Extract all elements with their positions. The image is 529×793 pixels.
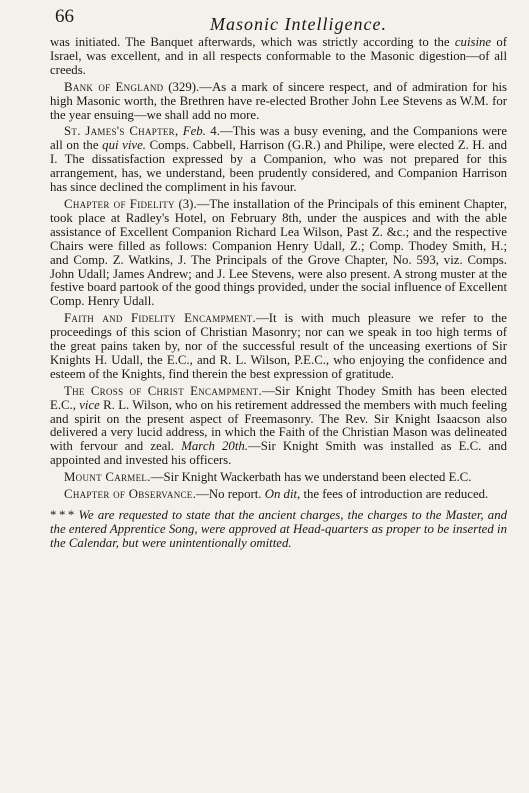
section-heading: St. James's Chapter,	[64, 124, 179, 139]
section-heading: The Cross of Christ Encampment.	[64, 383, 262, 398]
section-heading: Chapter of Fidelity	[64, 196, 175, 211]
paragraph-text: 4.—This was a busy evening, and the Companions were all on the	[50, 124, 507, 153]
paragraph-text: —Sir Knight Wackerbath has we understand been elected E.C.	[150, 470, 472, 485]
italic-text: On dit,	[264, 487, 301, 502]
running-title: Masonic Intelligence.	[210, 14, 387, 34]
paragraph-text: the fees of introduction are reduced.	[300, 487, 489, 502]
paragraph	[50, 312, 507, 382]
section-heading: Mount Carmel.	[64, 470, 151, 485]
paragraph-text: —Sir Knight Smith was installed as E.C. and appointed and invested his officers.	[50, 439, 507, 468]
paragraph-text: (329).—As a mark of sincere respect, and of admiration for his high Masonic worth, the Brethren have re-elected Brother John Lee Stevens as W.M. for the year ensuing—we shall add no more.	[50, 79, 508, 122]
paragraph	[50, 471, 507, 485]
paragraph-text: (3).—The installation of the Principals of this eminent Chapter, took place at Radley's Hotel, on February 8th, under the auspices and with the able assistance of Excellent Companion Richard Lea Wilson, Past Z. &c.; and the respective Chairs were filled as follows: Companion Henry Udall, Z.; Comp. Thodey Smith, H.; and Comp. Z. Watkins, J. The Principals of the Grove Chapter, No. 593, viz. Comps. John Udall; James Andrew; and J. Lee Stevens, were also present. A strong muster at the festive board partook of the good things provided, under the social influence of Excellent Comp. Henry Udall.	[50, 196, 508, 309]
paragraph	[50, 125, 507, 195]
paragraph-text: was initiated. The Banquet afterwards, which was strictly according to the	[50, 35, 455, 49]
body-text	[50, 36, 507, 502]
italic-text: Feb.	[182, 124, 206, 139]
section-heading: Bank of England	[64, 79, 164, 94]
italic-text: vice	[79, 397, 100, 412]
paragraph-text: —Sir Knight Thodey Smith has been elected E.C.,	[50, 383, 507, 412]
italic-text: March 20th.	[181, 439, 248, 454]
section-heading: Faith and Fidelity Encampment.	[64, 311, 256, 326]
footnote-asterisks: * * *	[50, 508, 75, 522]
paragraph	[50, 488, 507, 502]
footnote-text: We are requested to state that the ancient charges, the charges to the Master, and the entered Apprentice Song, were approved at Head-quarters as proper to be inserted in the Calendar, but were unintentionally omitted.	[50, 508, 507, 550]
paragraph	[50, 385, 507, 468]
page-header	[50, 6, 507, 36]
italic-text: cuisine	[454, 35, 492, 49]
paragraph	[50, 198, 507, 309]
section-heading: Chapter of Observance.	[64, 487, 197, 502]
paragraph-text: Comps. Cabbell, Harrison (G.R.) and Philipe, were elected Z. H. and I. The dissatisfaction expressed by a Companion, who was not prepared for this arrangement, has, we understand, been prudently considered, and Companion Harrison has since declined the compliment in his favour.	[50, 138, 507, 195]
paragraph	[50, 36, 507, 78]
paragraph-text: R. L. Wilson, who on his retirement addressed the members with much feeling and spirit on the present aspect of Freemasonry. The Rev. Sir Knight Isaacson also delivered a very lucid address, in which the Faith of the Christian Mason was delineated with fervour and zeal.	[50, 397, 507, 454]
italic-text: qui vive.	[102, 138, 146, 153]
paragraph	[50, 81, 507, 123]
paragraph-text: of Israel, was excellent, and in all respects conformable to the Masonic digestion—of all creeds.	[50, 35, 508, 77]
page-number: 66	[55, 6, 74, 27]
paragraph-text: —It is with much pleasure we refer to the proceedings of this scion of Christian Masonry; nor can we speak in too high terms of the great pains taken by, nor of the successful result of the unceasing exertions of Sir Knights H. Udall, the E.C., and R. L. Wilson, P.E.C., who enjoying the confidence and esteem of the Knights, find therein the best expression of gratitude.	[50, 311, 507, 381]
footnote	[50, 509, 507, 551]
paragraph-text: —No report.	[196, 487, 265, 502]
